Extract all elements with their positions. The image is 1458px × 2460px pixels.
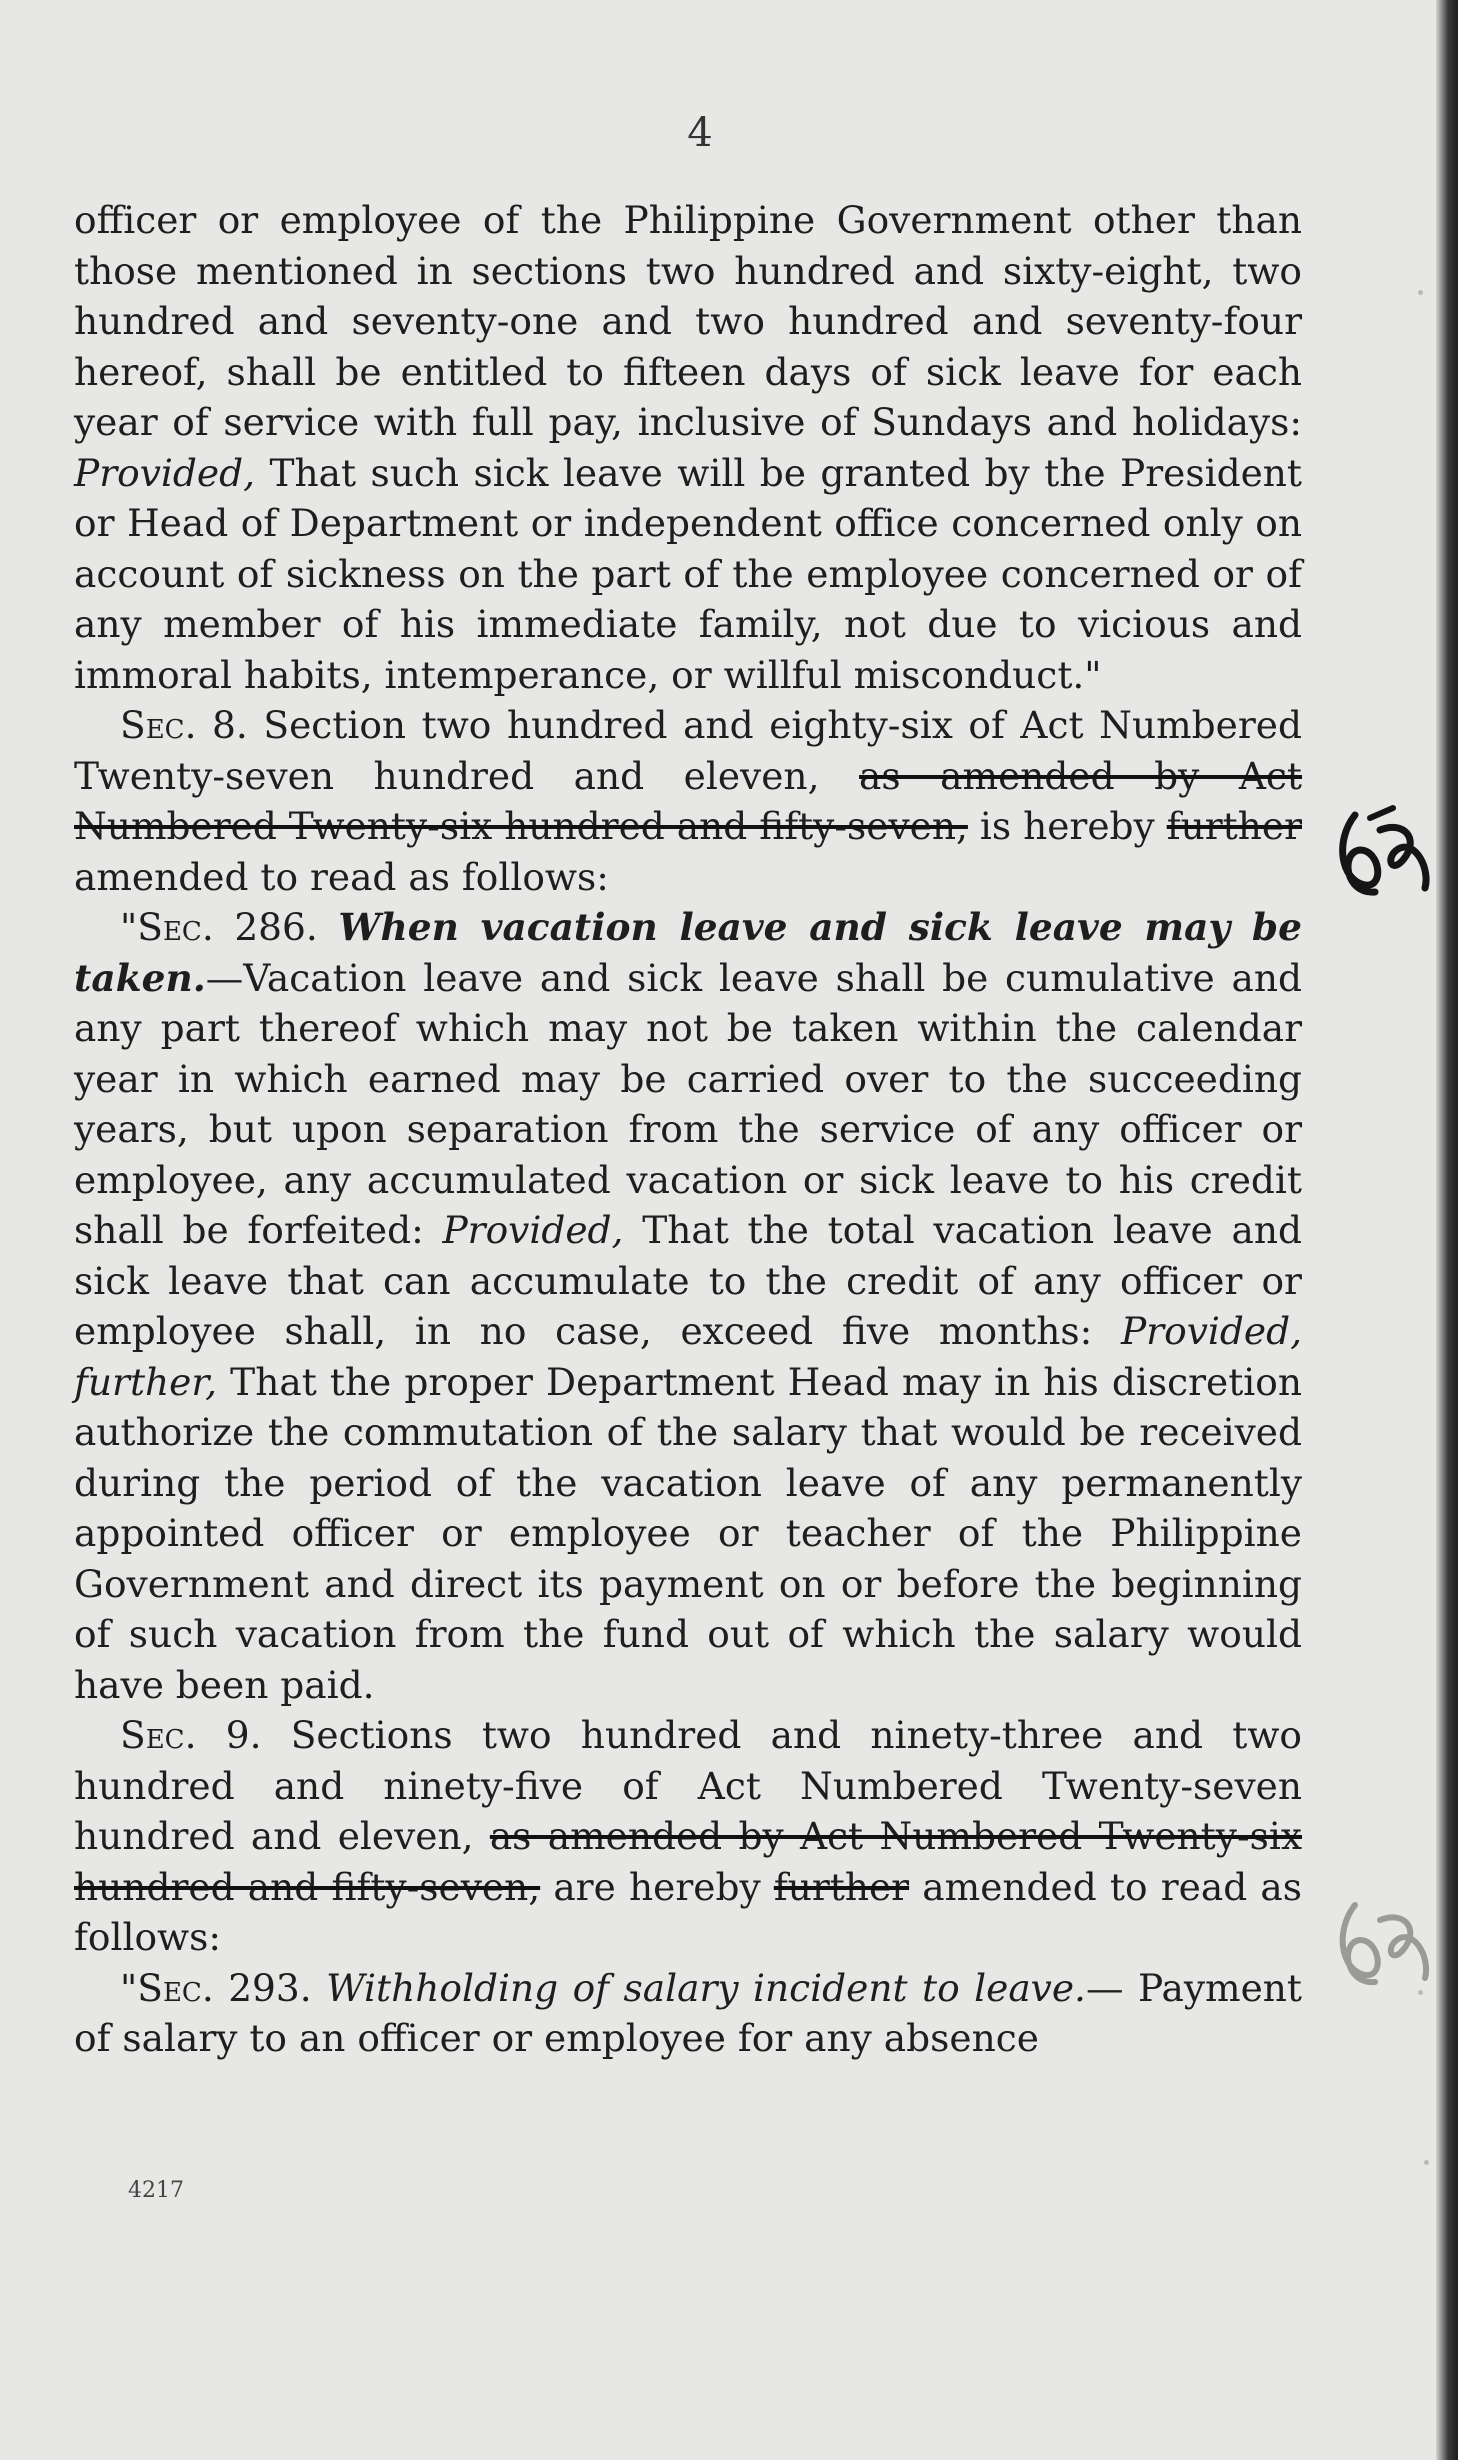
scan-speck	[1424, 2160, 1429, 2165]
scan-shadow-edge	[1436, 0, 1458, 2460]
page-number: 4	[687, 110, 713, 156]
text-run: 286.	[213, 905, 339, 949]
paragraph	[74, 700, 1302, 902]
italic-bold-text: When vacation leave and sick leave may be taken.	[74, 905, 1302, 1000]
text-run: amended to read as follows:	[74, 854, 609, 899]
text-run: is hereby	[967, 804, 1167, 848]
paragraph	[74, 1963, 1302, 2064]
text-run: are hereby	[540, 1864, 774, 1909]
smallcaps-text: Sec.	[137, 1965, 214, 2010]
text-run: 9. Sections two hundred and ninety-three and two hundred and ninety-five of Act Numbered Twenty-seven hundred and eleven,	[74, 1713, 1302, 1858]
scan-speck	[1418, 290, 1423, 295]
struck-out-text: as amended by Act Numbered Twenty-six hundred and fifty-seven,	[74, 753, 1303, 848]
paragraph	[74, 195, 1302, 700]
handwritten-initials-top	[1325, 800, 1450, 910]
italic-text: Provided, further,	[74, 1309, 1302, 1404]
text-run: officer or employee of the Philippine Government other than those mentioned in sections two hundred and sixty-eight, two hundred and seventy-one and two hundred and seventy-four hereof, shall be entitled to fifteen days of sick leave for each year of service with full pay, inclusive of Sundays and holidays:	[74, 198, 1302, 444]
paragraph	[74, 902, 1302, 1710]
paragraph	[74, 1710, 1302, 1963]
text-run: amended to read as follows:	[74, 1864, 1302, 1959]
text-run: 8. Section two hundred and eighty-six of Act Numbered Twenty-seven hundred and eleven,	[74, 703, 1302, 798]
handwritten-initials-bottom	[1325, 1890, 1450, 2000]
struck-out-text: further	[773, 1864, 910, 1909]
struck-out-text: as amended by Act Numbered Twenty-six hundred and fifty-seven,	[74, 1814, 1302, 1909]
italic-text: Provided,	[74, 450, 256, 495]
text-run: "	[120, 905, 138, 949]
text-run: That the total vacation leave and sick leave that can accumulate to the credit of any officer or employee shall, in no case, exceed five months:	[74, 1208, 1302, 1353]
smallcaps-text: Sec.	[120, 703, 197, 747]
text-run: 293.	[213, 1965, 327, 2010]
italic-text: Withholding of salary incident to leave.	[326, 1965, 1086, 2010]
printer-code: 4217	[128, 2178, 184, 2203]
text-run: — Payment of salary to an officer or employee for any absence	[74, 1965, 1303, 2060]
text-run: —Vacation leave and sick leave shall be cumulative and any part thereof which may not be taken within the calendar year in which earned may be carried over to the succeeding years, but upon separation from the service of any officer or employee, any accumulated vacation or sick leave to his credit shall be forfeited:	[74, 955, 1302, 1252]
text-run: That such sick leave will be granted by the President or Head of Department or independent office concerned only on account of sickness on the part of the employee concerned or of any member of his immediate family, not due to vicious and immoral habits, intemperance, or willful misconduct."	[74, 450, 1302, 697]
struck-out-text: further	[1166, 804, 1302, 848]
italic-text: Provided,	[442, 1208, 624, 1252]
text-run: "	[120, 1965, 138, 2010]
document-body	[74, 195, 1302, 2064]
smallcaps-text: Sec.	[137, 905, 214, 949]
smallcaps-text: Sec.	[120, 1713, 197, 1757]
text-run: That the proper Department Head may in his discretion authorize the commutation of the salary that would be received during the period of the vacation leave of any permanently appointed officer or employee or teacher of the Philippine Government and direct its payment on or before the beginning of such vacation from the fund out of which the salary would have been paid.	[74, 1359, 1302, 1707]
